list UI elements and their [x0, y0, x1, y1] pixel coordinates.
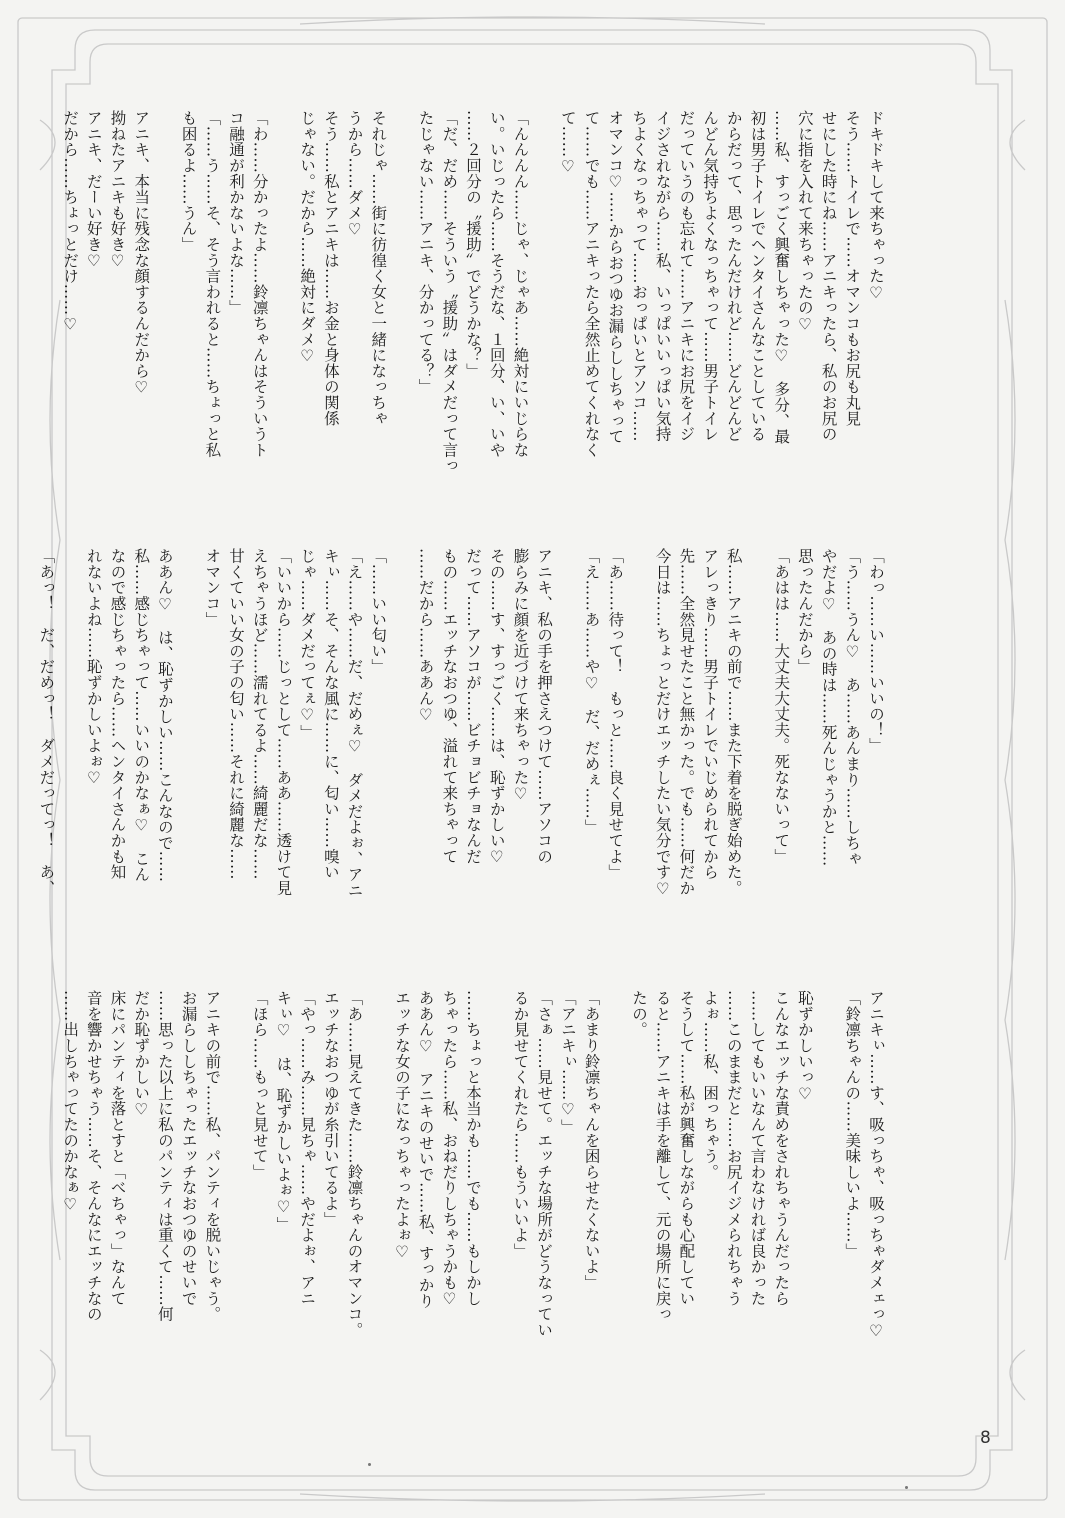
page-number: 8 [980, 1428, 991, 1448]
text-block-bottom: アニキぃ……す、吸っちゃ、吸っちゃダメェっ♡ 「鈴凛ちゃんの……美味しいよ……」 恥ずかしいっ♡ こんなエッチな責めをされちゃうんだったら ……してもいいなんて言わなければ良かった ……このままだと……お尻イジメられちゃう よぉ……私、困っちゃう。 そうして……私が興奮しながらも心配してい ると……アニキは手を離して、元の場所に戻っ たの。 「あまり鈴凛ちゃんを困らせたくないよ」 「アニキぃ……♡」 「さぁ……見せて。エッチな場所がどうなってい るか見せてくれたら……もういいよ」 ……ちょっと本当かも……でも……もしかし ちゃったら……私、おねだりしちゃうかも♡ ああん♡ アニキのせいで……私、すっかり エッチな女の子になっちゃったよぉ♡ 「あ……見えてきた……鈴凛ちゃんのオマンコ。 エッチなおつゆが糸引いてるよ」 「やっ……み……見ちゃ……やだよぉ、アニ キぃ♡ は、恥ずかしいよぉ♡」 「ほら……もっと見せて」 アニキの前で……私、パンティを脱いじゃう。 お漏らししちゃったエッチなおつゆのせいで ……思った以上に私のパンティは重くて……何 だか恥ずかしい♡ 床にパンティを落とすと「べちゃっ」なんて 音を響かせちゃう……そ、そんなにエッチなの ……出しちゃってたのかなぁ♡ [61, 990, 885, 1341]
print-speck [905, 1486, 908, 1489]
text-block-middle: 「わっ……い……いいの！」 「う……うん♡ あ……あんまり……しちゃ やだよ♡ あの時は……死んじゃうかと…… 思ったんだから」 「あはは……大丈夫大丈夫。死なないって」 私……アニキの前で……また下着を脱ぎ始めた。 アレっきり……男子トイレでいじめられてから 先……全然見せたこと無かった。でも……何だか 今日は……ちょっとだけエッチしたい気分です♡ 「あ……待って！ もっと……良く見せてよ」 「え……あ……や♡ だ、だめぇ……」 アニキ、私の手を押さえつけて……アソコの 膨らみに顔を近づけて来ちゃった♡ その……す、すっごく……は、恥ずかしい♡ だって……アソコが……ビチョビチョなんだ もの……エッチなおつゆ、溢れて来ちゃって ……だから……ああん♡ 「……いい匂い」 「え……や……だ、だめぇ♡ ダメだよぉ、アニ キぃ……そ、そんな風に……に、匂い……嗅い じゃ……ダメだってぇ♡」 「いいから……じっとして……ああ……透けて見 えちゃうほど……濡れてるよ……綺麗だな…… 甘くていい女の子の匂い……それに綺麗な…… オマンコ」 ああん♡ は、恥ずかしい……こんなので…… 私……感じちゃって……いいのかなぁ♡ こん なので感じちゃったら……ヘンタイさんかも知 れないよね……恥ずかしいよぉ♡ 「あっ！ だ、だめっ！ ダメだってっ！ あ、 [37, 548, 885, 899]
print-speck [368, 1463, 371, 1466]
text-block-top: ドキドキして来ちゃった♡ そう……トイレで……オマンコもお尻も丸見 せにした時にね……アニキったら、私のお尻の 穴に指を入れて来ちゃったの♡ ……私、すっごく興奮しちゃった♡ 多分、最 初は男子トイレでヘンタイさんなことしている からだって、思ったんだけれど……どんどんど んどん気持ちよくなっちゃって……男子トイレ だっていうのも忘れて……アニキにお尻をイジ イジされながら……私、いっぱいいっぱい気持 ちよくなっちゃって……おっぱいとアソコ…… オマンコ♡……からおつゆお漏らししちゃって て……でも……アニキったら全然止めてくれなく て……♡ 「んんんん……じゃ、じゃあ……絶対にいじらな い。いじったら……そうだな、１回分、い、いや ……２回分の〝援助〟でどうかな？」 「だ、だめ……そういう〝援助〟はダメだって言っ たじゃない……アニキ、分かってる？」 それじゃ……街に彷徨く女と一緒になっちゃ うから……ダメ♡ そう……私とアニキは……お金と身体の関係 じゃない。だから……絶対にダメ♡ 「わ……分かったよ……鈴凛ちゃんはそういうト コ融通が利かないよな……」 「……う……そ、そう言われると……ちょっと私 も困るよ……うん」 アニキ、本当に残念な顔するんだから♡ 拗ねたアニキも好き♡ アニキ、だーい好き♡ だから……ちょっとだけ……♡ [61, 110, 885, 474]
